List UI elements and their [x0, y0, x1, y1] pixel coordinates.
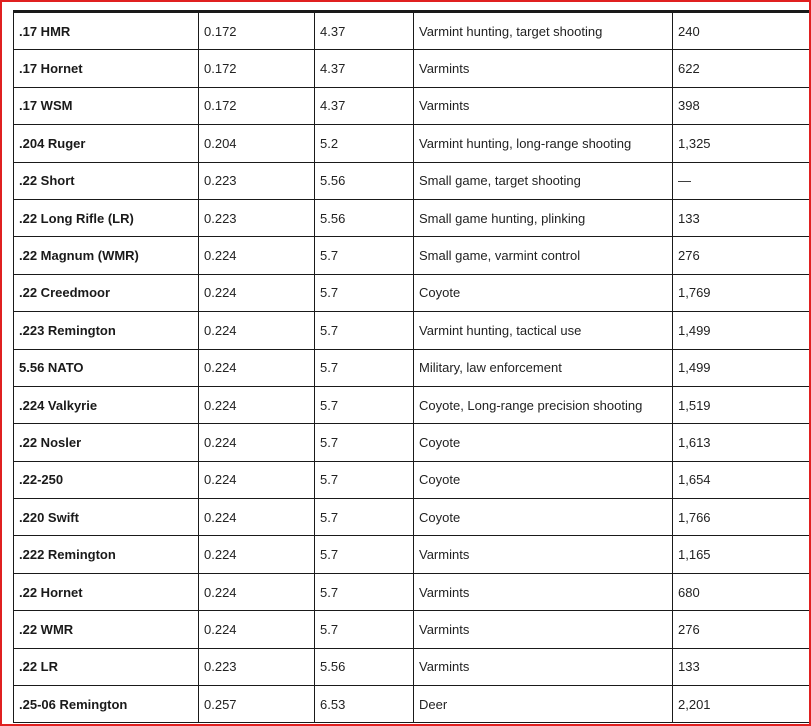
value-cell: 1,613	[673, 424, 811, 461]
cartridge-name-cell: .22 Creedmoor	[14, 274, 199, 311]
cartridge-name-cell: .22-250	[14, 461, 199, 498]
value-cell: 276	[673, 237, 811, 274]
bullet-diameter-mm-cell: 5.7	[315, 386, 414, 423]
bullet-diameter-mm-cell: 4.37	[315, 87, 414, 124]
bullet-diameter-inch-cell: 0.224	[199, 611, 315, 648]
bullet-diameter-inch-cell: 0.224	[199, 536, 315, 573]
value-cell: 1,519	[673, 386, 811, 423]
cartridge-table	[13, 13, 811, 723]
bullet-diameter-inch-cell: 0.224	[199, 312, 315, 349]
primary-use-cell: Varmints	[414, 50, 673, 87]
value-cell: 1,499	[673, 312, 811, 349]
cartridge-name-cell: .22 LR	[14, 648, 199, 685]
table-row	[14, 274, 811, 311]
bullet-diameter-inch-cell: 0.224	[199, 461, 315, 498]
value-cell: 2,201	[673, 686, 811, 723]
bullet-diameter-mm-cell: 6.53	[315, 686, 414, 723]
bullet-diameter-mm-cell: 5.7	[315, 424, 414, 461]
cartridge-table-body	[14, 13, 811, 723]
bullet-diameter-mm-cell: 5.56	[315, 648, 414, 685]
value-cell: 133	[673, 648, 811, 685]
value-cell: 1,325	[673, 125, 811, 162]
table-row	[14, 312, 811, 349]
cartridge-name-cell: .17 WSM	[14, 87, 199, 124]
primary-use-cell: Military, law enforcement	[414, 349, 673, 386]
primary-use-cell: Varmints	[414, 611, 673, 648]
bullet-diameter-mm-cell: 5.56	[315, 162, 414, 199]
primary-use-cell: Coyote	[414, 461, 673, 498]
cartridge-name-cell: .223 Remington	[14, 312, 199, 349]
table-row	[14, 162, 811, 199]
bullet-diameter-inch-cell: 0.224	[199, 573, 315, 610]
bullet-diameter-mm-cell: 5.7	[315, 573, 414, 610]
value-cell: 276	[673, 611, 811, 648]
value-cell: 1,165	[673, 536, 811, 573]
primary-use-cell: Varmints	[414, 536, 673, 573]
bullet-diameter-mm-cell: 5.7	[315, 237, 414, 274]
bullet-diameter-mm-cell: 4.37	[315, 50, 414, 87]
bullet-diameter-inch-cell: 0.172	[199, 50, 315, 87]
value-cell: 133	[673, 199, 811, 236]
value-cell: 622	[673, 50, 811, 87]
table-row	[14, 125, 811, 162]
table-row	[14, 50, 811, 87]
value-cell: 680	[673, 573, 811, 610]
table-row	[14, 87, 811, 124]
bullet-diameter-inch-cell: 0.224	[199, 274, 315, 311]
cartridge-name-cell: .22 Magnum (WMR)	[14, 237, 199, 274]
bullet-diameter-mm-cell: 5.7	[315, 499, 414, 536]
primary-use-cell: Deer	[414, 686, 673, 723]
bullet-diameter-inch-cell: 0.172	[199, 13, 315, 50]
table-row	[14, 499, 811, 536]
bullet-diameter-mm-cell: 5.7	[315, 349, 414, 386]
table-row	[14, 536, 811, 573]
bullet-diameter-inch-cell: 0.223	[199, 648, 315, 685]
table-row	[14, 13, 811, 50]
bullet-diameter-mm-cell: 5.7	[315, 611, 414, 648]
bullet-diameter-inch-cell: 0.257	[199, 686, 315, 723]
bullet-diameter-mm-cell: 5.7	[315, 536, 414, 573]
cartridge-name-cell: .220 Swift	[14, 499, 199, 536]
table-row	[14, 237, 811, 274]
primary-use-cell: Coyote	[414, 499, 673, 536]
cartridge-name-cell: .22 Nosler	[14, 424, 199, 461]
bullet-diameter-inch-cell: 0.223	[199, 162, 315, 199]
bullet-diameter-inch-cell: 0.224	[199, 386, 315, 423]
cartridge-name-cell: .17 HMR	[14, 13, 199, 50]
cartridge-name-cell: .22 Short	[14, 162, 199, 199]
primary-use-cell: Coyote, Long-range precision shooting	[414, 386, 673, 423]
value-cell: 1,766	[673, 499, 811, 536]
value-cell: 240	[673, 13, 811, 50]
primary-use-cell: Varmint hunting, target shooting	[414, 13, 673, 50]
table-row	[14, 386, 811, 423]
value-cell: 1,499	[673, 349, 811, 386]
bullet-diameter-inch-cell: 0.224	[199, 237, 315, 274]
bullet-diameter-mm-cell: 5.2	[315, 125, 414, 162]
primary-use-cell: Small game, varmint control	[414, 237, 673, 274]
cartridge-name-cell: .222 Remington	[14, 536, 199, 573]
primary-use-cell: Varmints	[414, 573, 673, 610]
value-cell: 398	[673, 87, 811, 124]
value-cell: 1,769	[673, 274, 811, 311]
table-row	[14, 349, 811, 386]
primary-use-cell: Small game hunting, plinking	[414, 199, 673, 236]
bullet-diameter-mm-cell: 5.7	[315, 274, 414, 311]
table-row	[14, 573, 811, 610]
primary-use-cell: Varmints	[414, 648, 673, 685]
table-row	[14, 199, 811, 236]
table-row	[14, 424, 811, 461]
table-row	[14, 648, 811, 685]
bullet-diameter-mm-cell: 5.56	[315, 199, 414, 236]
bullet-diameter-inch-cell: 0.223	[199, 199, 315, 236]
table-row	[14, 611, 811, 648]
bullet-diameter-mm-cell: 4.37	[315, 13, 414, 50]
primary-use-cell: Coyote	[414, 424, 673, 461]
bullet-diameter-inch-cell: 0.172	[199, 87, 315, 124]
cartridge-name-cell: .204 Ruger	[14, 125, 199, 162]
cartridge-name-cell: .22 Long Rifle (LR)	[14, 199, 199, 236]
cartridge-name-cell: .17 Hornet	[14, 50, 199, 87]
bullet-diameter-inch-cell: 0.204	[199, 125, 315, 162]
cartridge-name-cell: 5.56 NATO	[14, 349, 199, 386]
bullet-diameter-inch-cell: 0.224	[199, 499, 315, 536]
primary-use-cell: Coyote	[414, 274, 673, 311]
primary-use-cell: Varmints	[414, 87, 673, 124]
cartridge-name-cell: .22 WMR	[14, 611, 199, 648]
cartridge-name-cell: .22 Hornet	[14, 573, 199, 610]
primary-use-cell: Small game, target shooting	[414, 162, 673, 199]
value-cell: 1,654	[673, 461, 811, 498]
table-row	[14, 461, 811, 498]
value-cell: —	[673, 162, 811, 199]
bullet-diameter-mm-cell: 5.7	[315, 461, 414, 498]
bullet-diameter-inch-cell: 0.224	[199, 424, 315, 461]
cartridge-name-cell: .224 Valkyrie	[14, 386, 199, 423]
primary-use-cell: Varmint hunting, long-range shooting	[414, 125, 673, 162]
cartridge-name-cell: .25-06 Remington	[14, 686, 199, 723]
primary-use-cell: Varmint hunting, tactical use	[414, 312, 673, 349]
bullet-diameter-inch-cell: 0.224	[199, 349, 315, 386]
table-row	[14, 686, 811, 723]
bullet-diameter-mm-cell: 5.7	[315, 312, 414, 349]
